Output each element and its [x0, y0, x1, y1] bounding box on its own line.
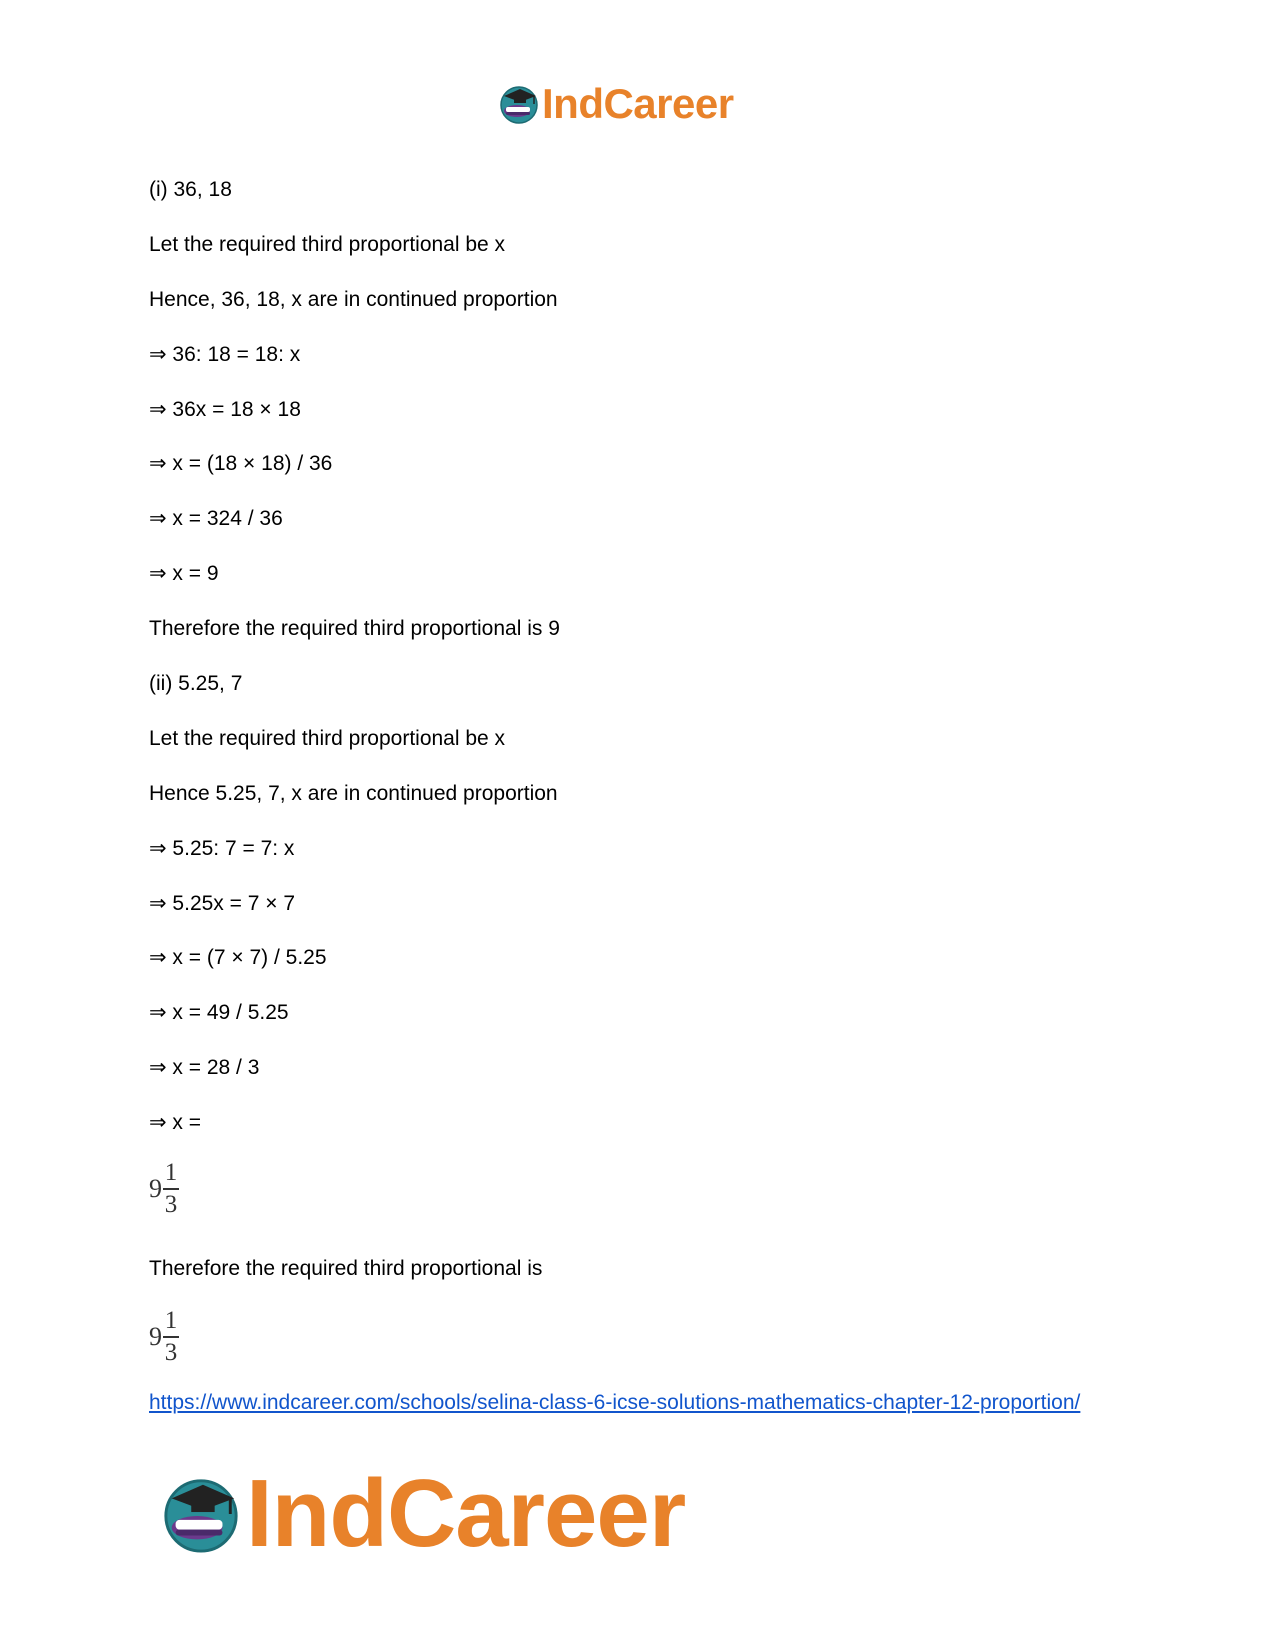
footer-logo-text: IndCareer [246, 1460, 686, 1567]
equation-line: ⇒ x = 49 / 5.25 [149, 1001, 289, 1024]
mixed-fraction [149, 1308, 179, 1366]
equation-line: ⇒ x = (18 × 18) / 36 [149, 452, 333, 475]
text-line: Hence, 36, 18, x are in continued proportion [149, 288, 558, 311]
mixed-fraction [149, 1160, 179, 1218]
fraction-numerator: 1 [164, 1307, 178, 1334]
equation-line: ⇒ x = 324 / 36 [149, 507, 283, 530]
conclusion-line: Therefore the required third proportional is [149, 1257, 543, 1280]
equation-line: ⇒ x = [149, 1111, 202, 1134]
text-line: Let the required third proportional be x [149, 233, 506, 256]
fraction-whole: 9 [149, 1173, 162, 1203]
equation-line: ⇒ 5.25x = 7 × 7 [149, 892, 296, 915]
header-logo-text: IndCareer [542, 80, 734, 127]
fraction-whole: 9 [149, 1321, 162, 1351]
part-i-heading: (i) 36, 18 [149, 178, 232, 201]
graduation-cap-book-globe-icon [498, 83, 540, 125]
text-line: Let the required third proportional be x [149, 727, 506, 750]
header-logo [498, 78, 734, 130]
equation-line: ⇒ 36x = 18 × 18 [149, 398, 301, 421]
fraction-bar [163, 1336, 179, 1338]
graduation-cap-book-globe-icon [160, 1473, 242, 1555]
fraction-numerator: 1 [164, 1159, 178, 1186]
footer-logo [160, 1460, 686, 1567]
fraction-denominator: 3 [164, 1190, 178, 1218]
fraction-bar [163, 1188, 179, 1190]
fraction-denominator: 3 [164, 1338, 178, 1366]
equation-line: ⇒ x = 28 / 3 [149, 1056, 260, 1079]
equation-line: ⇒ x = 9 [149, 562, 219, 585]
conclusion-line: Therefore the required third proportional is 9 [149, 617, 560, 640]
part-ii-heading: (ii) 5.25, 7 [149, 672, 243, 695]
source-link[interactable]: https://www.indcareer.com/schools/selina-class-6-icse-solutions-mathematics-chapter-12-proportion/ [149, 1391, 1081, 1414]
equation-line: ⇒ 36: 18 = 18: x [149, 343, 301, 366]
equation-line: ⇒ x = (7 × 7) / 5.25 [149, 946, 327, 969]
equation-line: ⇒ 5.25: 7 = 7: x [149, 837, 295, 860]
text-line: Hence 5.25, 7, x are in continued proportion [149, 782, 558, 805]
